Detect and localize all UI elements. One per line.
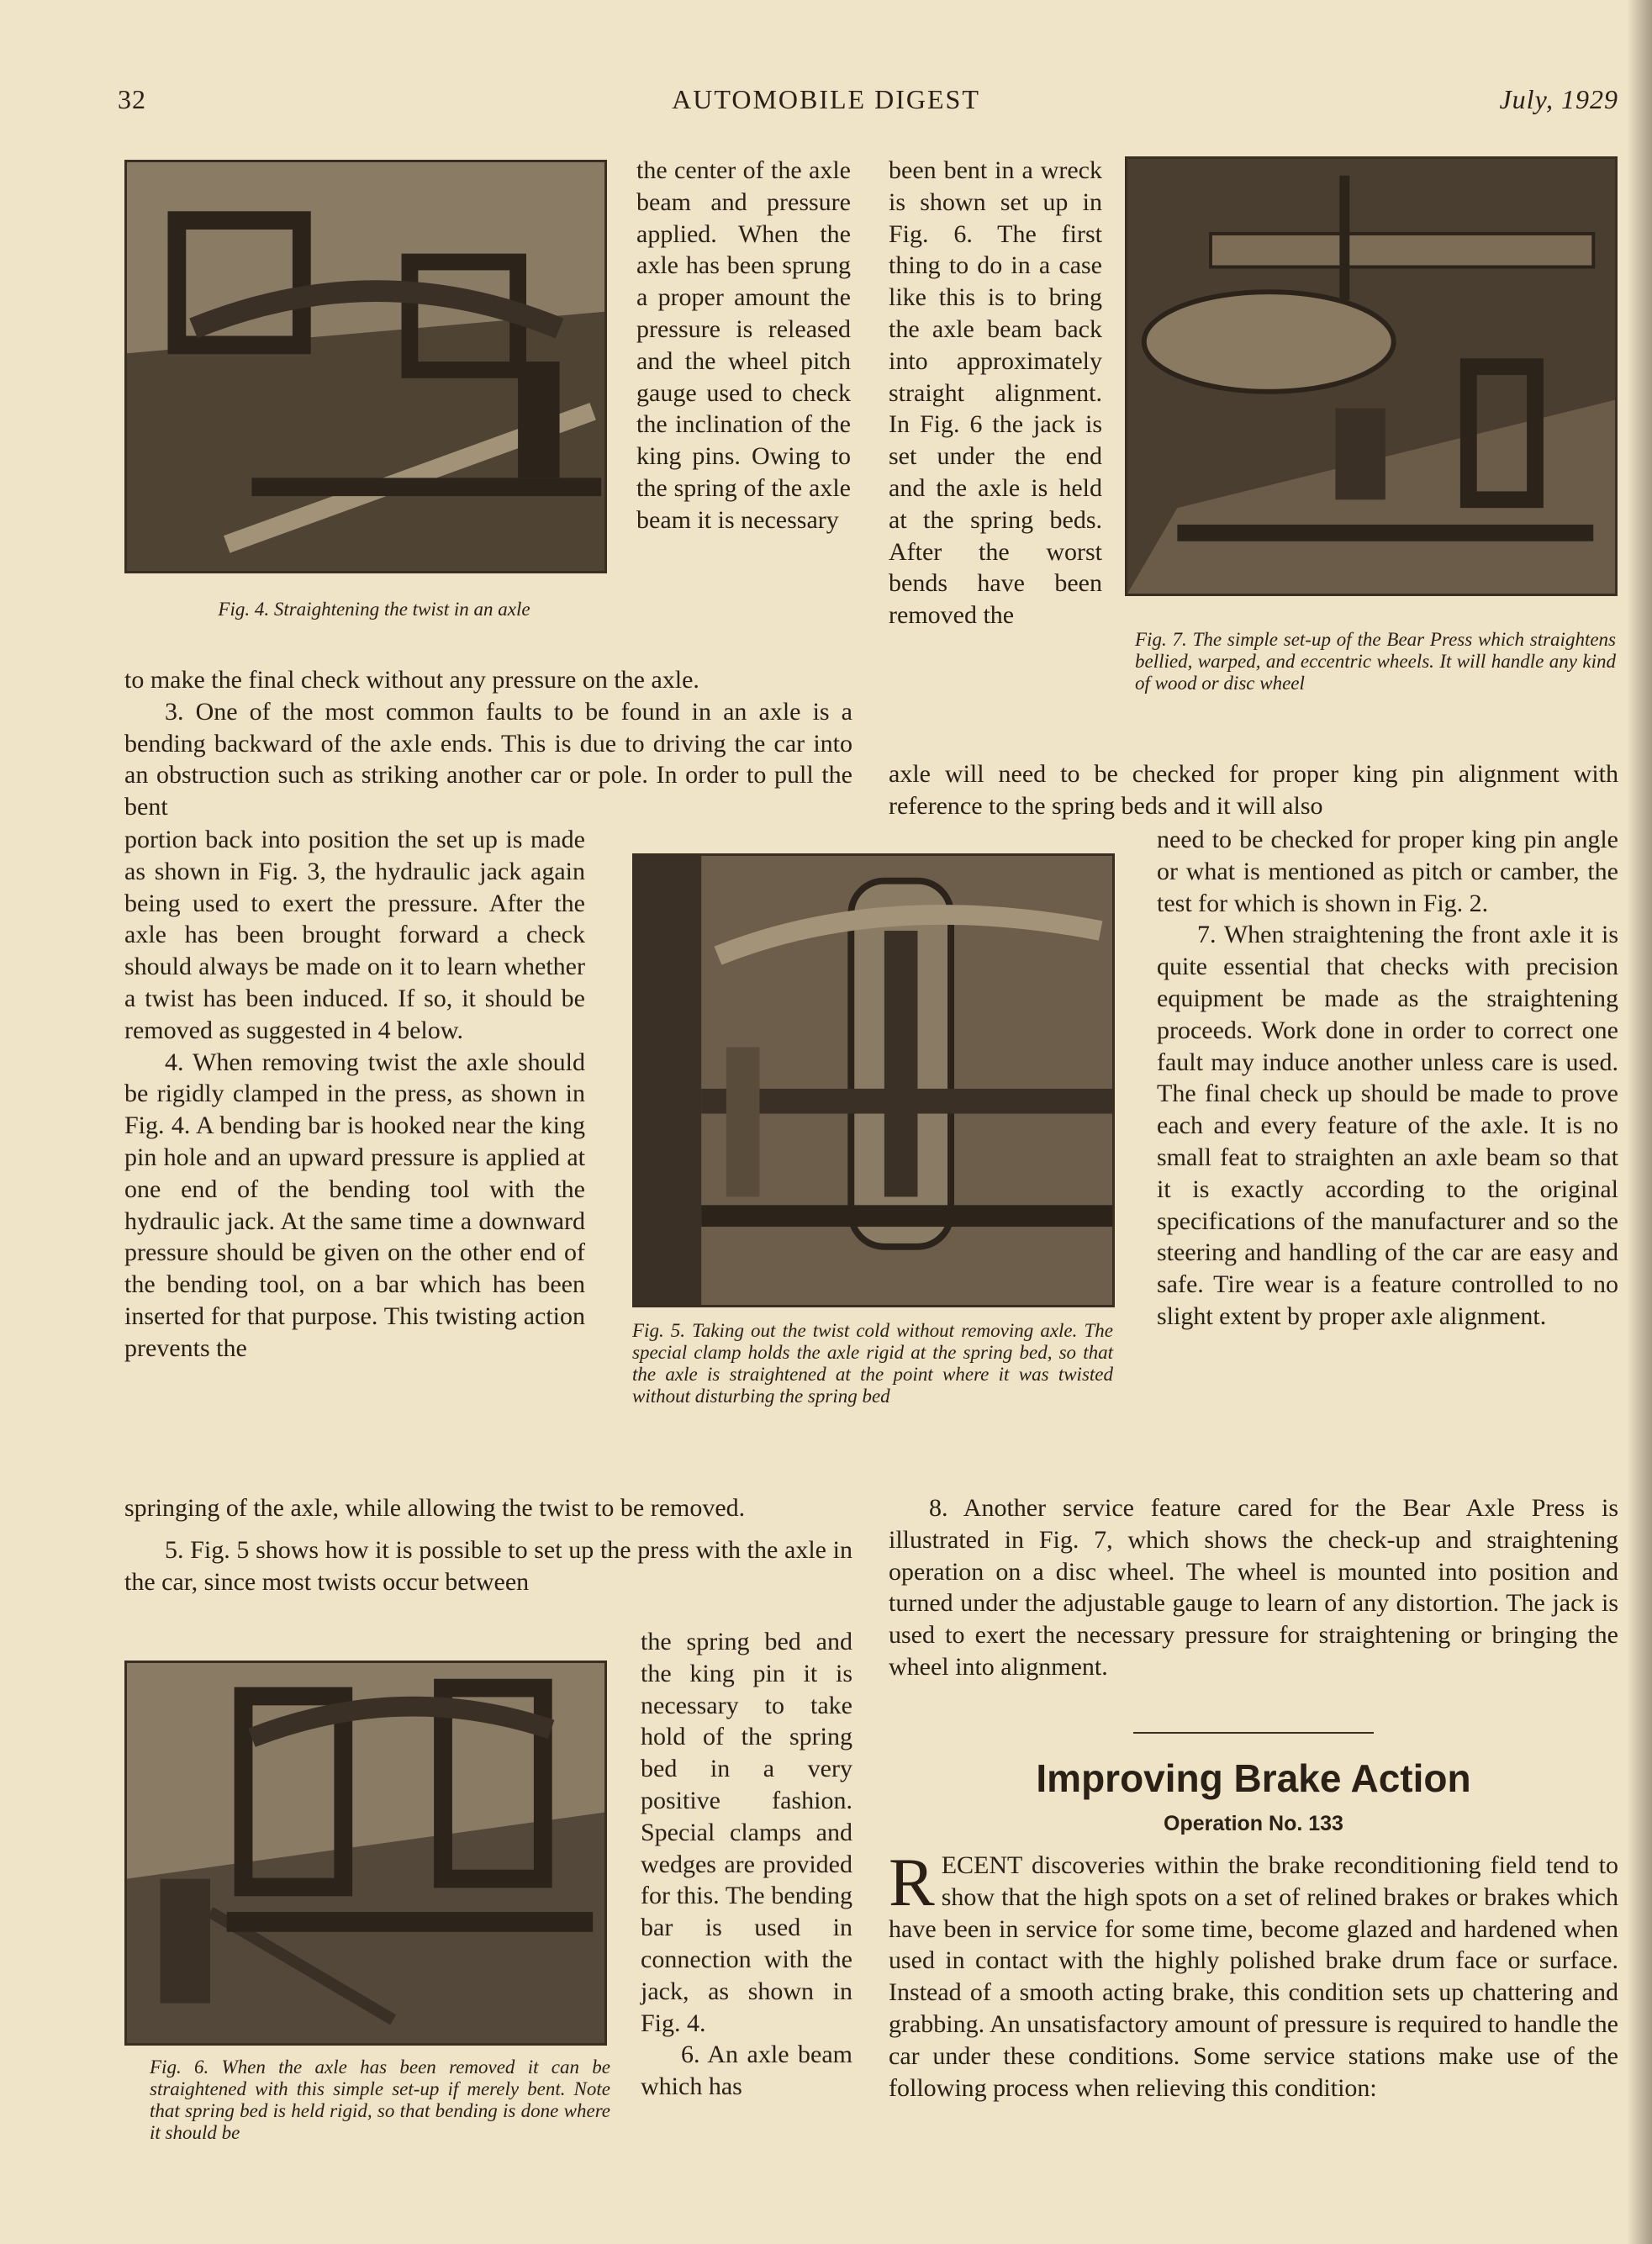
fig6-caption: Fig. 6. When the axle has been removed it can be straightened with this simple set-up if merely bent. Note that spring bed is held rigid, so that bending is done where it should be <box>150 2057 610 2143</box>
left-block-1 <box>124 664 852 823</box>
fig6-photo <box>124 1661 607 2046</box>
col-b-top-text: been bent in a wreck is shown set up in Fig. 6. The first thing to do in a case like this is to bring the axle beam back into approximately straight alignment. In Fig. 6 the jack is set under the end and the axle is held at the spring beds. After the worst bends have been removed the <box>889 156 1102 630</box>
page-edge-shadow <box>1627 0 1652 2244</box>
fig7-caption: Fig. 7. The simple set-up of the Bear Press which straightens bellied, warped, and eccentric wheels. It will handle any kind of wood or disc wheel <box>1135 629 1616 694</box>
left-p1-end: to make the final check without any pressure on the axle. <box>124 666 699 694</box>
left-p5: 5. Fig. 5 shows how it is possible to set up the press with the axle in the car, since most twists occur between <box>124 1535 852 1596</box>
fig4-caption: Fig. 4. Straightening the twist in an axle <box>218 599 530 620</box>
article-lead: ECENT discoveries within the brake reconditioning field tend to show that the high spots on a set of relined brakes or brakes which have been in service for some time, become glazed and hardened when used in contact with the highly polished brake drum face or surface. Instead of a smooth acting brake, this condition sets up chattering and grabbing. An unsatisfactory amount of pressure is required to handle the car under these conditions. Some service stations make use of the following process when relieving this condition: <box>889 1851 1618 2102</box>
left-p4: 4. When removing twist the axle should be rigidly clamped in the press, as shown in Fig. 4. A bending bar is hooked near the king pin hole and an upward pressure is applied at one end of the bending tool with the hydraulic jack. At the same time a downward pressure should be given on the other end of the bending tool, on a bar which has been inserted for that purpose. This twisting action prevents the <box>124 1048 585 1362</box>
fig7-photo <box>1125 156 1618 596</box>
left-p6: 6. An axle beam which has <box>641 2041 852 2101</box>
right-block-3 <box>889 1492 1618 1683</box>
col-a-top-text: the center of the axle beam and pressure applied. When the axle has been sprung a proper amount the pressure is released and the wheel pitch gauge used to check the inclination of the king pins. Owing to the spring of the axle beam it is necessary <box>636 156 851 534</box>
fig5-photo <box>632 853 1115 1307</box>
left-p3-cont: portion back into position the set up is made as shown in Fig. 3, the hydraulic jack again being used to exert the pressure. After the axle has been brought forward a check should always be made on it to learn whether a twist has been induced. If so, it should be removed as suggested in 4 below. <box>124 826 585 1044</box>
right-block-wide <box>889 758 1618 822</box>
left-p3: 3. One of the most common faults to be found in an axle is a bending backward of the axle ends. This is due to driving the car into an obstruction such as striking another car or pole. In order to pull the bent <box>124 697 852 821</box>
fig4-photo <box>124 160 607 573</box>
issue-date: July, 1929 <box>1499 84 1618 114</box>
article-title: Improving Brake Action <box>1036 1756 1471 1800</box>
page-number: 32 <box>118 84 146 114</box>
right-p7: 7. When straightening the front axle it is quite essential that checks with precision equipment be made as the straightening proceeds. Work done in order to correct one fault may induce another unless care is used. The final check up should be made to prove each and every feature of the axle. It is no small feat to straighten an axle beam so that it is exactly according to the original specifications of the manufacturer and so the steering and handling of the car are easy and safe. Tire wear is a feature controlled to no slight extent by proper axle alignment. <box>1157 921 1618 1330</box>
right-mid-wide: axle will need to be checked for proper king pin alignment with reference to the spring beds and it will also <box>889 760 1618 820</box>
col-a-top <box>636 155 851 536</box>
article-body <box>889 1844 1618 2104</box>
magazine-title: AUTOMOBILE DIGEST <box>672 84 980 114</box>
fig5-caption: Fig. 5. Taking out the twist cold without removing axle. The special clamp holds the axle rigid at the spring bed, so that the axle is straightened at the point where it was twisted without disturbing the spring bed <box>632 1320 1113 1407</box>
drop-cap: R <box>889 1844 935 1920</box>
left-block-4 <box>641 1626 852 2103</box>
left-p5-cont: the spring bed and the king pin it is necessary to take hold of the spring bed in a very positive fashion. Special clamps and wedges are provided for this. The bending bar is used in connection with the jack, as shown in Fig. 4. <box>641 1628 852 2037</box>
left-p4-end: springing of the axle, while allowing the twist to be removed. <box>124 1494 746 1522</box>
left-block-3 <box>124 1492 852 1597</box>
right-mid: need to be checked for proper king pin angle or what is mentioned as pitch or camber, the test for which is shown in Fig. 2. <box>1157 826 1618 917</box>
section-divider <box>1133 1732 1374 1734</box>
col-b-top <box>889 155 1102 631</box>
article-subtitle: Operation No. 133 <box>1164 1812 1343 1835</box>
left-block-2 <box>124 824 585 1365</box>
right-p8: 8. Another service feature cared for the Bear Axle Press is illustrated in Fig. 7, which shows the check-up and straightening operation on a disc wheel. The wheel is mounted into position and turned under the adjustable gauge to learn of any distortion. The jack is used to exert the necessary pressure for straightening or bringing the wheel into alignment. <box>889 1494 1618 1681</box>
right-block-narrow <box>1157 824 1618 1333</box>
